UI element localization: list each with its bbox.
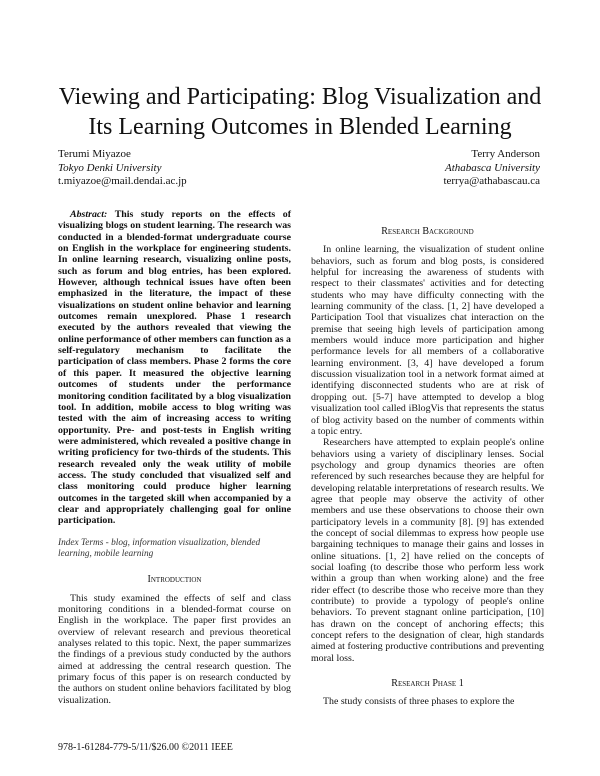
phase1-paragraph: The study consists of three phases to explore the: [323, 696, 515, 708]
author-block-1: [58, 148, 187, 189]
right-column: [311, 226, 544, 708]
author-affiliation: Athabasca University: [444, 161, 540, 174]
title-line-2: Its Learning Outcomes in Blended Learning: [88, 114, 512, 140]
background-paragraph-2: Researchers have attempted to explain people's online behaviors using a variety of disciplinary lenses. Social psychology and group dynamics theories are often referenced by such researches because they are helpful for developing relatable interpretations of research results. We agree that people may observe the activity of other members and use these observations to choose their own participatory levels in a community [8]. [9] has extended the concept of social dilemmas to express how people use bargaining techniques to manage their gains and losses in online situations. [1, 2] have relied on the concepts of social loafing (to describe those who perform less work within a group than when working alone) and the free rider effect (to describe those who receive more than they contribute) to provide a typology of people's online behaviors. To prevent stagnant online participation, [10] has drawn on the concept of anchoring effects; this concept refers to the designation of clear, high standards aimed at fostering productive contributions and preventing moral loss.: [311, 437, 544, 664]
left-column: [58, 209, 291, 706]
author-email: terrya@athabascau.ca: [443, 175, 540, 187]
index-terms: Index Terms - blog, information visualization, blended learning, mobile learning: [58, 537, 261, 559]
copyright-footer: 978-1-61284-779-5/11/$26.00 ©2011 IEEE: [58, 742, 233, 753]
author-block-2: [400, 148, 540, 189]
abstract: [58, 209, 291, 527]
paper-title: [40, 82, 560, 142]
author-email: t.miyazoe@mail.dendai.ac.jp: [58, 175, 187, 187]
author-affiliation: Tokyo Denki University: [58, 161, 162, 174]
author-name: Terry Anderson: [471, 148, 540, 160]
introduction-paragraph: This study examined the effects of self and class monitoring conditions in a blended-format course on English in the workplace. The paper first provides an overview of relevant research and previous theoretical analyses related to this topic. Next, the paper summarizes the findings of a previous study conducted by the authors aimed at addressing the central research question. The primary focus of this paper is on research conducted by the authors on student online behaviors facilitated by blog visualization.: [58, 592, 291, 706]
author-name: Terumi Miyazoe: [58, 148, 131, 160]
abstract-text: This study reports on the effects of visualizing blogs on student learning. The research was conducted in a blended-format undergraduate course on English in the workplace for engineering students. In online learning research, visualizing online posts, such as forum and blog entries, has been explored. However, although technical issues have often been emphasized in the literature, the impact of these visualizations on student online behavior and learning outcomes remain unexplored. Phase 1 research executed by the authors revealed that viewing the online performance of other members can function as a self-regulatory mechanism to facilitate the participation of class members. Phase 2 forms the core of this paper. It measured the objective learning outcomes of students under the performance monitoring condition facilitated by a blog visualization tool. In addition, mobile access to blog writing was tested with the aim of increasing access to writing opportunity. Pre- and post-tests in English writing were administered, which revealed a positive change in writing proficiency for two-thirds of the students. This research revealed only the weak utility of mobile access. The study concluded that visualized self and class monitoring could produce higher learning outcomes in the targeted skill when accompanied by a clear and appropriately challenging goal for online participation.: [58, 209, 291, 527]
section-heading-phase1: Research Phase 1: [391, 678, 464, 690]
background-paragraph-1: In online learning, the visualization of student online behaviors, such as forum and blog posts, is considered helpful for increasing the awareness of students with respect to their classmates' activities and for detecting students who may have difficulty connecting with the learning community of the class. [1, 2] have developed a Participation Tool that visualizes chat interaction on the premise that seeing high levels of participation among members would induce more participation and higher performance levels for all members of a collaborative learning environment. [3, 4] have developed a forum discussion visualization tool in a network format aimed at identifying disconnected students who are at risk of dropping out. [5-7] have attempted to develop a blog visualization tool called iBlogVis that represents the status of blog activity based on the number of comments within a topic entry.: [311, 244, 544, 437]
title-line-1: Viewing and Participating: Blog Visualization and: [58, 84, 542, 110]
section-heading-background: Research Background: [381, 226, 474, 237]
section-heading-introduction: Introduction: [147, 574, 202, 586]
abstract-label: Abstract:: [70, 209, 108, 220]
